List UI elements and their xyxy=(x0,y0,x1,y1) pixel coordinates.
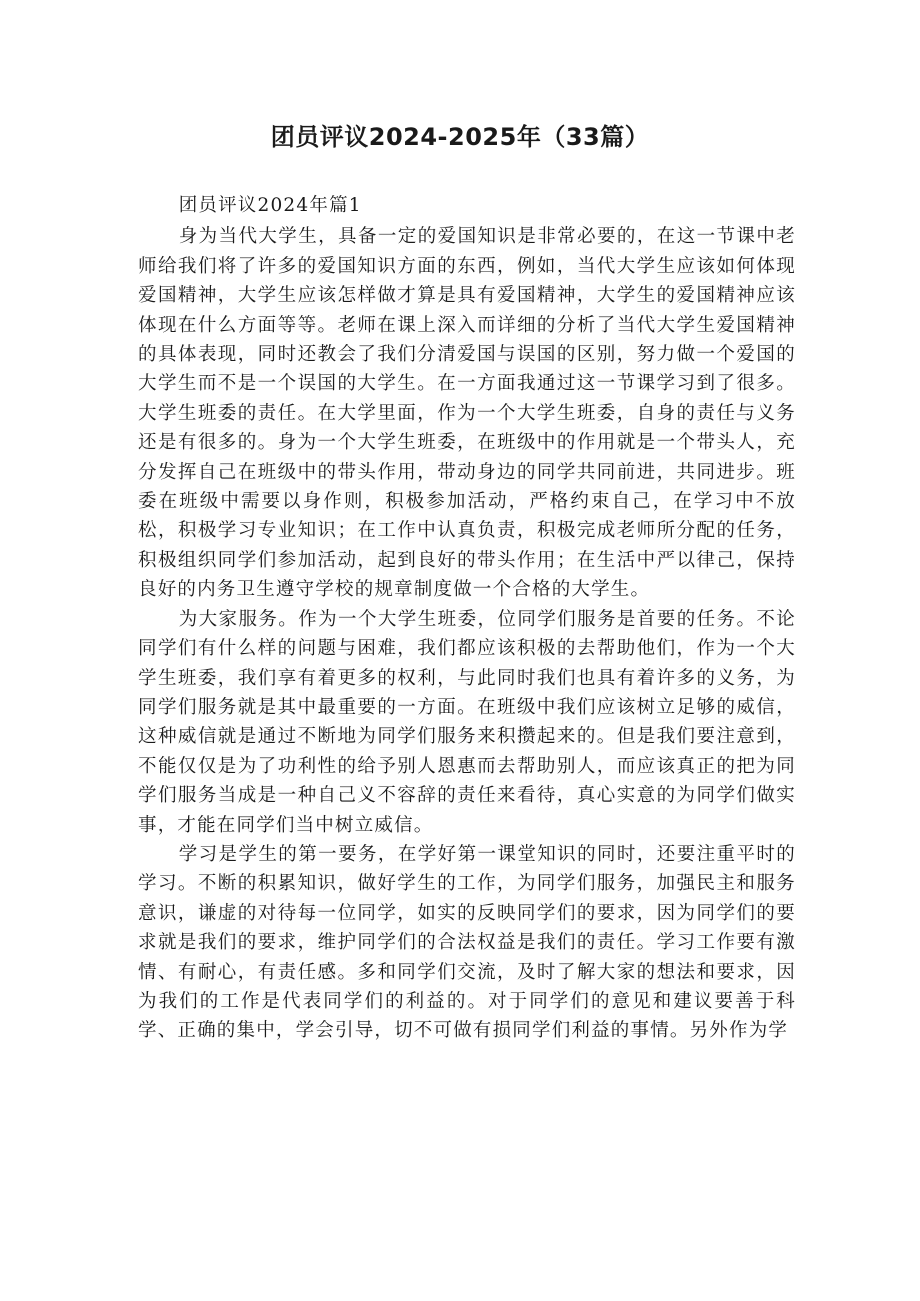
paragraph-1: 身为当代大学生，具备一定的爱国知识是非常必要的，在这一节课中老师给我们将了许多的爱国知识方面的东西，例如，当代大学生应该如何体现爱国精神，大学生应该怎样做才算是具有爱国精神，大学生的爱国精神应该体现在什么方面等等。老师在课上深入而详细的分析了当代大学生爱国精神的具体表现，同时还教会了我们分清爱国与误国的区别，努力做一个爱国的大学生而不是一个误国的大学生。在一方面我通过这一节课学习到了很多。大学生班委的责任。在大学里面，作为一个大学生班委，自身的责任与义务还是有很多的。身为一个大学生班委，在班级中的作用就是一个带头人，充分发挥自己在班级中的带头作用，带动身边的同学共同前进，共同进步。班委在班级中需要以身作则，积极参加活动，严格约束自己，在学习中不放松，积极学习专业知识；在工作中认真负责，积极完成老师所分配的任务，积极组织同学们参加活动，起到良好的带头作用；在生活中严以律己，保持良好的内务卫生遵守学校的规章制度做一个合格的大学生。 xyxy=(138,226,796,601)
document-body xyxy=(138,191,796,1046)
paragraph-3: 学习是学生的第一要务，在学好第一课堂知识的同时，还要注重平时的学习。不断的积累知识，做好学生的工作，为同学们服务，加强民主和服务意识，谦虚的对待每一位同学，如实的反映同学们的要求，因为同学们的要求就是我们的要求，维护同学们的合法权益是我们的责任。学习工作要有激情、有耐心，有责任感。多和同学们交流，及时了解大家的想法和要求，因为我们的工作是代表同学们的利益的。对于同学们的意见和建议要善于科学、正确的集中，学会引导，切不可做有损同学们利益的事情。另外作为学 xyxy=(138,843,796,1042)
section-heading: 团员评议2024年篇1 xyxy=(178,195,362,216)
paragraph-2: 为大家服务。作为一个大学生班委，位同学们服务是首要的任务。不论同学们有什么样的问题与困难，我们都应该积极的去帮助他们，作为一个大学生班委，我们享有着更多的权利，与此同时我们也具有着许多的义务，为同学们服务就是其中最重要的一方面。在班级中我们应该树立足够的威信，这种威信就是通过不断地为同学们服务来积攒起来的。但是我们要注意到，不能仅仅是为了功利性的给予别人恩惠而去帮助别人，而应该真正的把为同学们服务当成是一种自己义不容辞的责任来看待，真心实意的为同学们做实事，才能在同学们当中树立威信。 xyxy=(138,608,796,836)
document-title: 团员评议2024-2025年（33篇） xyxy=(270,123,650,151)
